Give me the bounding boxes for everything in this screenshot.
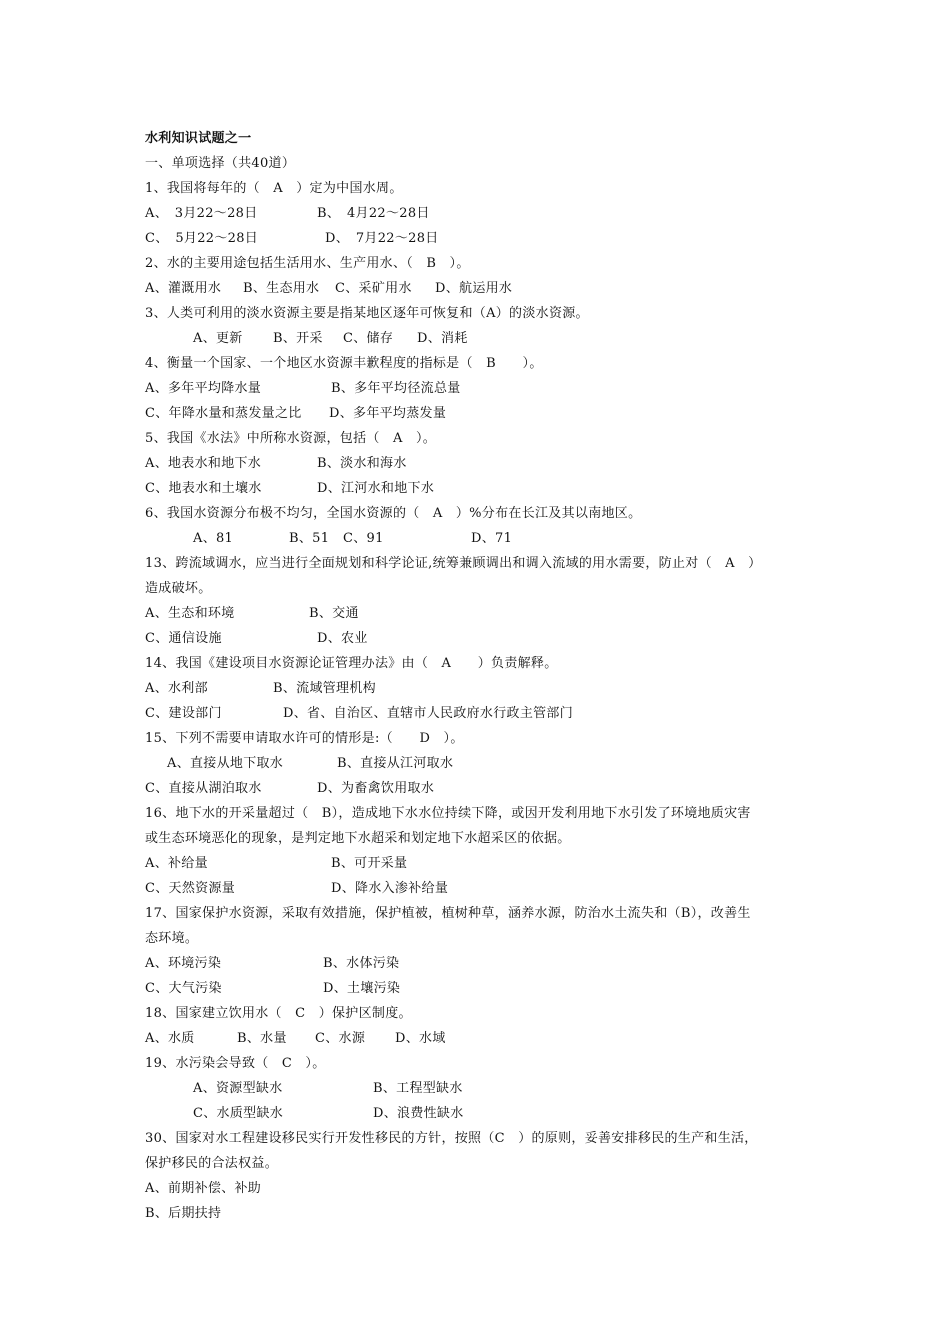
question-6: 6、我国水资源分布极不均匀，全国水资源的（ A ）%分布在长江及其以南地区。: [145, 506, 642, 521]
option-c: C、采矿用水: [335, 281, 412, 296]
option-c: C、大气污染: [145, 981, 222, 996]
option-b: B、交通: [309, 606, 359, 621]
question-14-options-row1: [145, 676, 825, 701]
option-d: D、 7月22～28日: [325, 231, 439, 246]
question-13-options-row2: [145, 626, 825, 651]
question-1-options-row2: [145, 226, 825, 251]
question-18-options: [145, 1026, 825, 1051]
option-d: D、71: [471, 531, 513, 546]
option-b: B、工程型缺水: [373, 1081, 463, 1096]
section-heading: 一、单项选择（共40道）: [145, 156, 296, 171]
question-16-options-row2: [145, 876, 825, 901]
question-1-options-row1: [145, 201, 825, 226]
option-a: A、多年平均降水量: [145, 381, 262, 396]
question-15-options-row2: [145, 776, 825, 801]
option-b: B、水量: [237, 1031, 287, 1046]
option-a: A、地表水和地下水: [145, 456, 262, 471]
option-c: C、水源: [315, 1031, 366, 1046]
option-a: A、 3月22～28日: [145, 206, 258, 221]
option-c: C、通信设施: [145, 631, 222, 646]
document-title: 水利知识试题之一: [145, 131, 252, 146]
question-19-options-row1: [145, 1076, 825, 1101]
document-body: [145, 126, 825, 1226]
question-14-options-row2: [145, 701, 825, 726]
option-c: C、 5月22～28日: [145, 231, 259, 246]
question-2-options: [145, 276, 825, 301]
option-a: A、更新: [193, 331, 243, 346]
option-b: B、51: [289, 531, 330, 546]
option-a: A、水质: [145, 1031, 195, 1046]
option-c: C、年降水量和蒸发量之比: [145, 406, 302, 421]
option-c: C、天然资源量: [145, 881, 236, 896]
question-17-line2: 态环境。: [145, 931, 199, 946]
question-18: 18、国家建立饮用水（ C ）保护区制度。: [145, 1006, 412, 1021]
option-c: C、91: [343, 531, 384, 546]
option-c: C、直接从湖泊取水: [145, 781, 262, 796]
option-d: D、农业: [317, 631, 368, 646]
question-15: 15、下列不需要申请取水许可的情形是:（ D ）。: [145, 731, 464, 746]
option-b: B、水体污染: [323, 956, 400, 971]
option-a: A、灌溉用水: [145, 281, 222, 296]
option-d: D、江河水和地下水: [317, 481, 435, 496]
option-d: D、浪费性缺水: [373, 1106, 464, 1121]
question-5-options-row1: [145, 451, 825, 476]
option-d: D、水域: [395, 1031, 446, 1046]
option-d: D、土壤污染: [323, 981, 401, 996]
question-5-options-row2: [145, 476, 825, 501]
question-30-line2: 保护移民的合法权益。: [145, 1156, 279, 1171]
question-13-options-row1: [145, 601, 825, 626]
option-c: C、水质型缺水: [193, 1106, 284, 1121]
question-16-line1: 16、地下水的开采量超过（ B），造成地下水水位持续下降，或因开发利用地下水引发了环境地质灾害: [145, 806, 751, 821]
option-d: D、多年平均蒸发量: [329, 406, 447, 421]
option-d: D、航运用水: [435, 281, 513, 296]
question-17-options-row1: [145, 951, 825, 976]
option-b: B、流域管理机构: [273, 681, 376, 696]
option-d: D、为畜禽饮用取水: [317, 781, 435, 796]
question-15-options-row1: [145, 751, 825, 776]
question-19-options-row2: [145, 1101, 825, 1126]
option-b: B、生态用水: [243, 281, 320, 296]
option-b: B、淡水和海水: [317, 456, 407, 471]
question-5: 5、我国《水法》中所称水资源，包括（ A ）。: [145, 431, 437, 446]
option-d: D、降水入渗补给量: [331, 881, 449, 896]
option-a: A、前期补偿、补助: [145, 1181, 262, 1196]
option-a: A、81: [193, 531, 234, 546]
option-a: A、生态和环境: [145, 606, 235, 621]
question-30-line1: 30、国家对水工程建设移民实行开发性移民的方针，按照（C ）的原则，妥善安排移民的生产和生活，: [145, 1131, 758, 1146]
question-1: 1、我国将每年的（ A ）定为中国水周。: [145, 181, 403, 196]
question-2: 2、水的主要用途包括生活用水、生产用水、（ B ）。: [145, 256, 470, 271]
option-b: B、多年平均径流总量: [331, 381, 461, 396]
option-b: B、直接从江河取水: [337, 756, 454, 771]
question-13-line2: 造成破坏。: [145, 581, 212, 596]
question-3-options: [145, 326, 825, 351]
option-b: B、可开采量: [331, 856, 408, 871]
question-6-options: [145, 526, 825, 551]
option-a: A、水利部: [145, 681, 208, 696]
question-17-options-row2: [145, 976, 825, 1001]
question-19: 19、水污染会导致（ C ）。: [145, 1056, 326, 1071]
option-b: B、后期扶持: [145, 1206, 222, 1221]
question-4: 4、衡量一个国家、一个地区水资源丰歉程度的指标是（ B ）。: [145, 356, 543, 371]
question-4-options-row2: [145, 401, 825, 426]
option-a: A、直接从地下取水: [167, 756, 284, 771]
option-a: A、资源型缺水: [193, 1081, 283, 1096]
option-b: B、开采: [273, 331, 323, 346]
option-c: C、地表水和土壤水: [145, 481, 262, 496]
option-c: C、建设部门: [145, 706, 222, 721]
option-d: D、消耗: [417, 331, 468, 346]
question-4-options-row1: [145, 376, 825, 401]
option-a: A、补给量: [145, 856, 208, 871]
question-13-line1: 13、跨流域调水，应当进行全面规划和科学论证,统筹兼顾调出和调入流域的用水需要，防止对（ A ）: [145, 556, 762, 571]
question-17-line1: 17、国家保护水资源，采取有效措施，保护植被，植树种草，涵养水源，防治水土流失和（B），改善生: [145, 906, 751, 921]
option-d: D、省、自治区、直辖市人民政府水行政主管部门: [283, 706, 574, 721]
question-3: 3、人类可利用的淡水资源主要是指某地区逐年可恢复和（A）的淡水资源。: [145, 306, 589, 321]
option-c: C、储存: [343, 331, 394, 346]
option-a: A、环境污染: [145, 956, 222, 971]
question-16-options-row1: [145, 851, 825, 876]
question-16-line2: 或生态环境恶化的现象，是判定地下水超采和划定地下水超采区的依据。: [145, 831, 571, 846]
option-b: B、 4月22～28日: [317, 206, 430, 221]
question-14: 14、我国《建设项目水资源论证管理办法》由（ A ）负责解释。: [145, 656, 558, 671]
